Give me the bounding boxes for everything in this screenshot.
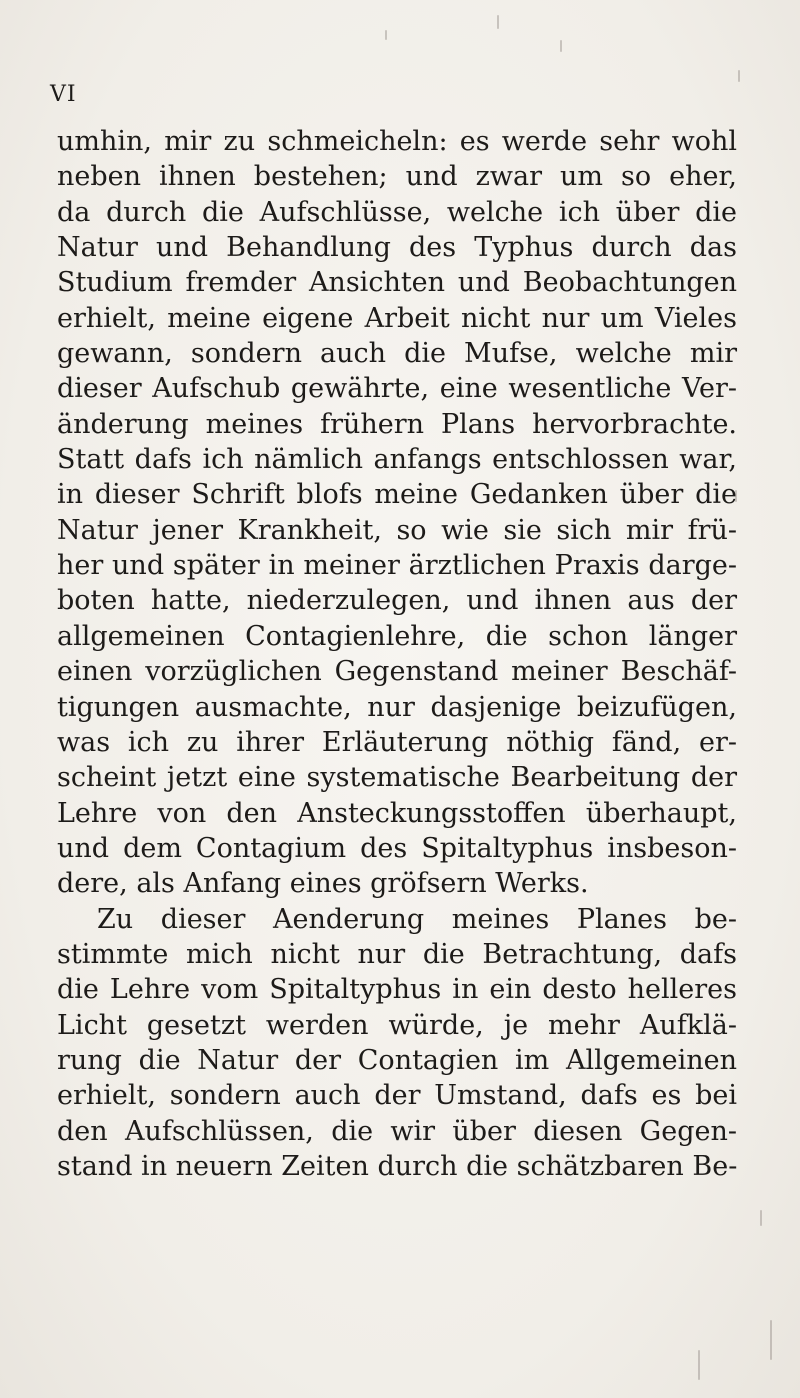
text-line: allgemeinen Contagienlehre, die schon länger [57, 620, 737, 652]
text-line: da durch die Aufschlüsse, welche ich über die [57, 196, 737, 228]
page-number: VI [50, 82, 77, 107]
text-line: und dem Contagium des Spitaltyphus insbeson- [57, 832, 737, 864]
text-line: neben ihnen bestehen; und zwar um so eher, [57, 161, 737, 193]
text-line: stand in neuern Zeiten durch die schätzbaren Be- [57, 1150, 738, 1182]
text-line: stimmte mich nicht nur die Betrachtung, dafs [57, 938, 737, 970]
text-line-paragraph-start: Zu dieser Aenderung meines Planes be- [97, 903, 737, 935]
text-line: boten hatte, niederzulegen, und ihnen aus der [57, 585, 737, 617]
paper-speck [560, 40, 562, 52]
text-line: Natur jener Krankheit, so wie sie sich mir frü- [57, 514, 737, 546]
text-line: erhielt, sondern auch der Umstand, dafs es bei [57, 1080, 737, 1112]
text-line: rung die Natur der Contagien im Allgemeinen [57, 1044, 737, 1076]
text-line: änderung meines frühern Plans hervorbrachte. [57, 408, 737, 440]
text-line: in dieser Schrift blofs meine Gedanken über die [57, 479, 737, 511]
text-line: Studium fremder Ansichten und Beobachtungen [57, 267, 737, 299]
text-line: erhielt, meine eigene Arbeit nicht nur um Vieles [57, 302, 737, 334]
paper-speck [735, 490, 737, 502]
text-line-paragraph-end: dere, als Anfang eines gröfsern Werks. [57, 868, 589, 900]
text-line: Natur und Behandlung des Typhus durch das [57, 232, 737, 264]
paper-speck [738, 70, 740, 82]
text-line: scheint jetzt eine systematische Bearbeitung der [57, 762, 737, 794]
text-line: gewann, sondern auch die Mufse, welche mir [57, 338, 737, 370]
text-line: Statt dafs ich nämlich anfangs entschlossen war, [57, 444, 737, 476]
paper-speck [497, 15, 499, 29]
text-line: Lehre von den Ansteckungsstoffen überhaupt, [57, 797, 737, 829]
text-line: her und später in meiner ärztlichen Praxis darge- [57, 550, 737, 582]
text-line: dieser Aufschub gewährte, eine wesentliche Ver- [57, 373, 737, 405]
text-line: Licht gesetzt werden würde, je mehr Aufklä- [57, 1009, 737, 1041]
text-line: den Aufschlüssen, die wir über diesen Gegen- [57, 1115, 737, 1147]
paper-speck [760, 1210, 762, 1226]
text-line: die Lehre vom Spitaltyphus in ein desto helleres [57, 974, 737, 1006]
text-line: einen vorzüglichen Gegenstand meiner Beschäf- [57, 656, 737, 688]
paper-speck [770, 1320, 772, 1360]
body-text [57, 124, 737, 1184]
paper-speck [385, 30, 387, 40]
text-line: was ich zu ihrer Erläuterung nöthig fänd, er- [57, 726, 737, 758]
text-line: umhin, mir zu schmeicheln: es werde sehr wohl [57, 126, 737, 157]
paper-speck [698, 1350, 700, 1380]
text-line: tigungen ausmachte, nur dasjenige beizufügen, [57, 691, 737, 723]
